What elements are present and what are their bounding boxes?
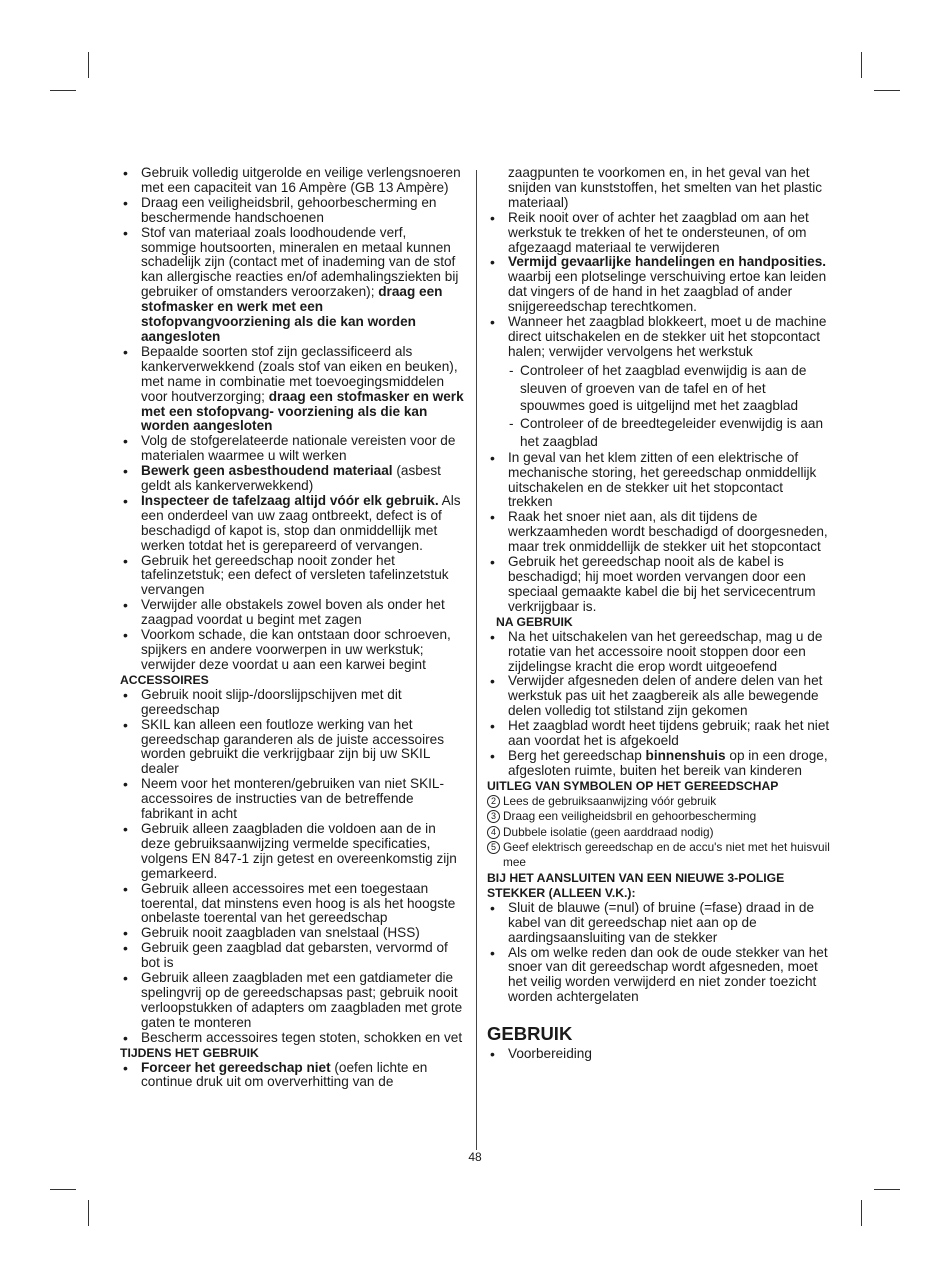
- list-item-continuation: zaagpunten te voorkomen en, in het geval van het snijden van kunststoffen, het smelten van het plastic materiaal): [508, 165, 823, 210]
- symbols-list: [487, 794, 830, 871]
- list-item: • Verwijder afgesneden delen of andere delen van het werkstuk pas uit het zaagbereik als alle bewegende delen volledig tot stilstand zijn gekomen: [487, 674, 830, 719]
- crop-mark: [861, 52, 862, 78]
- gebruik-list: [487, 1047, 830, 1062]
- list-item: • Gebruik volledig uitgerolde en veilige verlengsnoeren met een capaciteit van 16 Ampère (GB 13 Ampère): [120, 166, 465, 196]
- list-item: • Wanneer het zaagblad blokkeert, moet u de machine direct uitschakelen en de stekker uit het stopcontact halen; verwijder vervolgens het werkstuk - Controleer of het zaagblad evenwijdig is aan de sleuven of groeven van de tafel en of het spouwmes goed is uitgelijnd met het zaagblad - Controleer of de breedtegeleider evenwijdig is aan het zaagblad: [487, 315, 830, 451]
- symbols-heading: UITLEG VAN SYMBOLEN OP HET GEREEDSCHAP: [487, 778, 779, 793]
- list-item: • Stof van materiaal zoals loodhoudende verf, sommige houtsoorten, mineralen en metaal kunnen schadelijk zijn (contact met of inademing van de stof kan allergische reacties en/of ademhalingsziekten bij gebruiker of omstanders veroorzaken); draag een stofmasker en werk met een stofopvangvoorziening als die kan worden aangesloten: [120, 226, 465, 345]
- circled-number-icon: 5: [487, 841, 500, 854]
- list-item: • Gebruik alleen zaagbladen met een gatdiameter die spelingvrij op de gereedschapsas past; gebruik nooit verloopstukken of adapters om zaagbladen met grote gaten te monteren: [120, 971, 465, 1031]
- circled-number-icon: 3: [487, 810, 500, 823]
- symbol-item: 4 Dubbele isolatie (geen aarddraad nodig): [487, 825, 830, 840]
- list-item: • Bescherm accessoires tegen stoten, schokken en vet: [120, 1031, 465, 1046]
- symbol-item: 5 Geef elektrisch gereedschap en de accu's niet met het huisvuil mee: [487, 840, 830, 871]
- crop-mark: [50, 90, 76, 91]
- list-item: • Gebruik nooit zaagbladen van snelstaal (HSS): [120, 926, 465, 941]
- list-item: • Gebruik het gereedschap nooit zonder het tafelinzetstuk; een defect of versleten tafelinzetstuk vervangen: [120, 554, 465, 599]
- list-item: • Draag een veiligheidsbril, gehoorbescherming en beschermende handschoenen: [120, 196, 465, 226]
- circled-number-icon: 4: [487, 826, 500, 839]
- dash-item: - Controleer of de breedtegeleider evenwijdig is aan het zaagblad: [508, 415, 830, 451]
- list-item: • Gebruik alleen accessoires met een toegestaan toerental, dat minstens even hoog is als het hoogste onbelaste toerental van het gereedschap: [120, 882, 465, 927]
- crop-mark: [88, 52, 89, 78]
- tijdens-list: [120, 1061, 465, 1091]
- crop-mark: [874, 90, 900, 91]
- symbol-item: 3 Draag een veiligheidsbril en gehoorbescherming: [487, 809, 830, 824]
- circled-number-icon: 2: [487, 795, 500, 808]
- symbol-item: 2 Lees de gebruiksaanwijzing vóór gebruik: [487, 794, 830, 809]
- list-item: • Gebruik geen zaagblad dat gebarsten, vervormd of bot is: [120, 941, 465, 971]
- list-item: • Als om welke reden dan ook de oude stekker van het snoer van dit gereedschap wordt afgesneden, moet het veilig worden verwijderd en niet zonder toezicht worden achtergelaten: [487, 946, 830, 1006]
- right-column: [487, 166, 830, 1062]
- crop-mark: [861, 1200, 862, 1226]
- plug-heading: BIJ HET AANSLUITEN VAN EEN NIEUWE 3-POLIGE STEKKER (ALLEEN V.K.):: [487, 870, 785, 900]
- list-item: • Gebruik alleen zaagbladen die voldoen aan de in deze gebruiksaanwijzing vermelde specificaties, volgens EN 847-1 zijn getest en overeenkomstig zijn gemarkeerd.: [120, 822, 465, 882]
- list-item: • Voorbereiding: [487, 1047, 830, 1062]
- safety-list: [120, 166, 465, 673]
- crop-mark: [50, 1189, 76, 1190]
- list-item: • Raak het snoer niet aan, als dit tijdens de werkzaamheden wordt beschadigd of doorgesneden, maar trek onmiddellijk de stekker uit het stopcontact: [487, 510, 830, 555]
- list-item: • Gebruik het gereedschap nooit als de kabel is beschadigd; hij moet worden vervangen door een speciaal gemaakte kabel die bij het servicecentrum verkrijgbaar is.: [487, 555, 830, 615]
- list-item: • SKIL kan alleen een foutloze werking van het gereedschap garanderen als de juiste accessoires worden gebruikt die verkrijgbaar zijn bij uw SKIL dealer: [120, 718, 465, 778]
- accessoires-heading: ACCESSOIRES: [120, 672, 209, 687]
- dash-list: [508, 362, 830, 451]
- list-item: • Forceer het gereedschap niet (oefen lichte en continue druk uit om oververhitting van de: [120, 1061, 465, 1091]
- list-item: • Berg het gereedschap binnenshuis op in een droge, afgesloten ruimte, buiten het bereik van kinderen: [487, 749, 830, 779]
- crop-mark: [88, 1200, 89, 1226]
- list-item: • In geval van het klem zitten of een elektrische of mechanische storing, het gereedschap onmiddellijk uitschakelen en de stekker uit het stopcontact trekken: [487, 451, 830, 511]
- dash-item: - Controleer of het zaagblad evenwijdig is aan de sleuven of groeven van de tafel en of het spouwmes goed is uitgelijnd met het zaagblad: [508, 362, 830, 415]
- column-divider: [476, 170, 477, 1150]
- left-column: [120, 166, 465, 1090]
- list-item: • Het zaagblad wordt heet tijdens gebruik; raak het niet aan voordat het is afgekoeld: [487, 719, 830, 749]
- tijdens-heading: TIJDENS HET GEBRUIK: [120, 1045, 259, 1060]
- list-item: • Volg de stofgerelateerde nationale vereisten voor de materialen waarmee u wilt werken: [120, 434, 465, 464]
- list-item: • Inspecteer de tafelzaag altijd vóór elk gebruik. Als een onderdeel van uw zaag ontbreekt, defect is of beschadigd of kapot is, stop dan onmiddellijk met werken totdat het is gerepareerd of vervangen.: [120, 494, 465, 554]
- list-item: • Verwijder alle obstakels zowel boven als onder het zaagpad voordat u begint met zagen: [120, 598, 465, 628]
- accessoires-list: [120, 688, 465, 1046]
- list-item: • Bewerk geen asbesthoudend materiaal (asbest geldt als kankerverwekkend): [120, 464, 465, 494]
- list-item: • Neem voor het monteren/gebruiken van niet SKIL-accessoires de instructies van de betreffende fabrikant in acht: [120, 777, 465, 822]
- list-item: • Vermijd gevaarlijke handelingen en handposities. waarbij een plotselinge verschuiving ertoe kan leiden dat vingers of de hand in het zaagblad of ander snijgereedschap terechtkomen.: [487, 255, 830, 315]
- crop-mark: [874, 1189, 900, 1190]
- list-item: • Na het uitschakelen van het gereedschap, mag u de rotatie van het accessoire nooit stoppen door een zijdelingse kracht die erop wordt uitgeoefend: [487, 630, 830, 675]
- na-gebruik-list: [487, 630, 830, 779]
- plug-list: [487, 901, 830, 1005]
- tijdens-list-continued: [487, 166, 830, 615]
- page-number: 48: [468, 1150, 482, 1164]
- list-item: • Reik nooit over of achter het zaagblad om aan het werkstuk te trekken of het te ondersteunen, of om afgezaagd materiaal te verwijderen: [487, 211, 830, 256]
- list-item: • Sluit de blauwe (=nul) of bruine (=fase) draad in de kabel van dit gereedschap niet aan op de aardingsaansluiting van de stekker: [487, 901, 830, 946]
- list-item: • Voorkom schade, die kan ontstaan door schroeven, spijkers en andere voorwerpen in uw werkstuk; verwijder deze voordat u aan een karwei begint: [120, 628, 465, 673]
- list-item: • Gebruik nooit slijp-/doorslijpschijven met dit gereedschap: [120, 688, 465, 718]
- list-item: • Bepaalde soorten stof zijn geclassificeerd als kankerverwekkend (zoals stof van eiken en beuken), met name in combinatie met toevoegingsmiddelen voor houtverzorging; draag een stofmasker en werk met een stofopvang- voorziening als die kan worden aangesloten: [120, 345, 465, 434]
- section-title: GEBRUIK: [487, 1023, 573, 1045]
- na-gebruik-heading: NA GEBRUIK: [496, 614, 573, 629]
